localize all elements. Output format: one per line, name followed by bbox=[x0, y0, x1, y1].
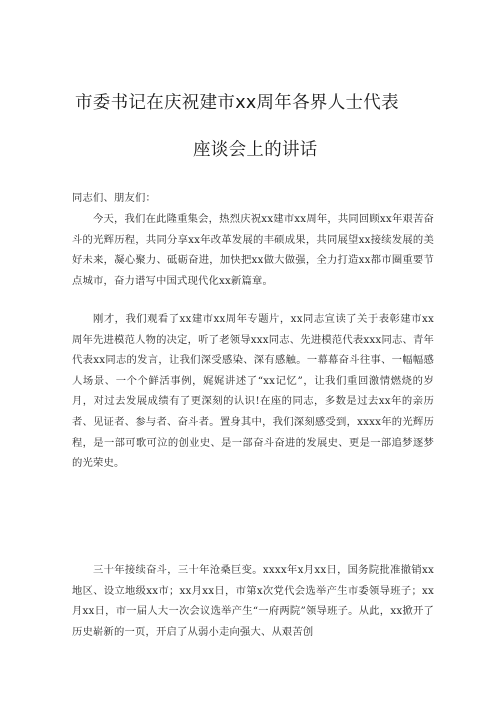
paragraph-3 bbox=[72, 560, 434, 642]
paragraph-2 bbox=[72, 309, 434, 474]
document-title-line-1: 市委书记在庆祝建市xx周年各界人士代表 bbox=[75, 93, 399, 113]
paragraph-1-text: 今天，我们在此隆重集会，热烈庆祝xx建市xx周年，共同回顾xx年艰苦奋斗的光辉历程，共同分享xx年改革发展的丰硕成果，共同展望xx接续发展的美好未来，凝心聚力、砥砺奋进，加快把xx做大做强，全力打造xx都市圈重要节点城市，奋力谱写中国式现代化xx新篇章。 bbox=[72, 213, 434, 287]
document-title-line-2: 座谈会上的讲话 bbox=[193, 140, 318, 160]
paragraph-2-text: 刚才，我们观看了xx建市xx周年专题片，xx同志宣读了关于表彰建市xx周年先进模范人物的决定，听了老领导xxx同志、先进模范代表xxx同志、青年代表xx同志的发言，让我们深受感染、深有感触。一幕幕奋斗往事、一幅幅感人场景、一个个鲜活事例，娓娓讲述了“xx记忆”，让我们重回激情燃烧的岁月，对过去发展成绩有了更深刻的认识!在座的同志，多数是过去xx年的亲历者、见证者、参与者、奋斗者。置身其中，我们深刻感受到，xxxx年的光辉历程，是一部可歌可泣的创业史、是一部奋斗奋进的发展史、更是一部追梦逐梦的光荣史。 bbox=[72, 313, 434, 470]
paragraph-3-text: 三十年接续奋斗，三十年沧桑巨变。xxxx年x月xx日，国务院批准撤销xx地区、设立地级xx市；xx月xx日，市第x次党代会选举产生市委领导班子；xx月xx日，市一届人大一次会议选举产生“一府两院”领导班子。从此，xx掀开了历史崭新的一页，开启了从弱小走向强大、从艰苦创 bbox=[72, 564, 434, 638]
paragraph-1 bbox=[72, 209, 434, 291]
greeting: 同志们、朋友们： bbox=[72, 192, 156, 204]
